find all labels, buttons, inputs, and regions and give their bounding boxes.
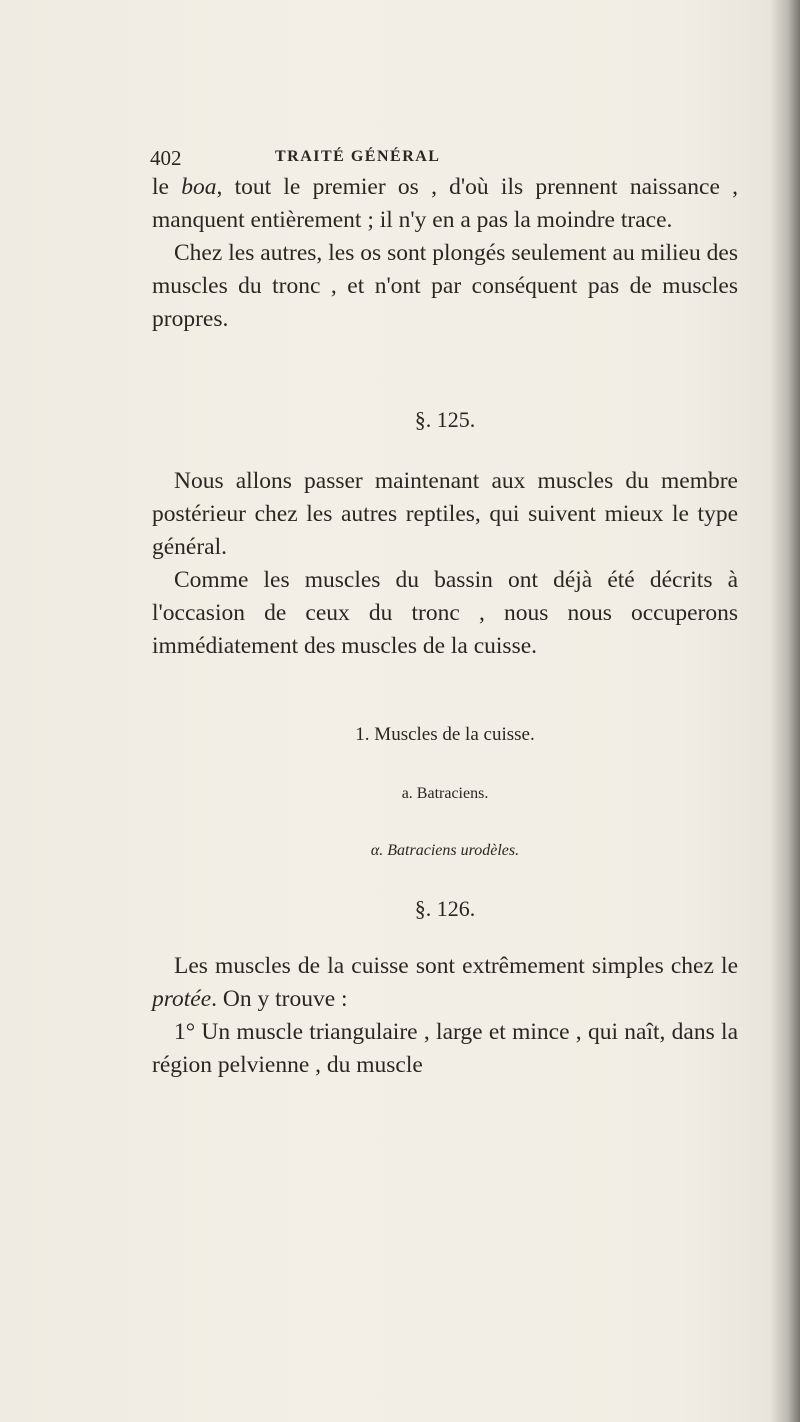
- italic-term: boa: [181, 174, 217, 200]
- text-run: Les muscles de la cuisse sont extrêmement simples chez le: [174, 953, 738, 979]
- paragraph: Nous allons passer maintenant aux muscles du membre postérieur chez les autres reptiles, qui suivent mieux le type général.: [152, 468, 738, 560]
- page-number: 402: [150, 146, 182, 170]
- running-title: TRAITÉ GÉNÉRAL: [275, 148, 441, 165]
- paragraph: Comme les muscles du bassin ont déjà été décrits à l'occasion de ceux du tronc , nous nous occuperons immédiatement des muscles de la cuisse.: [152, 567, 738, 659]
- text-run: , tout le premier os , d'où ils prennent naissance , manquent entièrement ; il n'y en a pas la moindre trace.: [152, 174, 738, 233]
- section-body: [152, 950, 738, 1082]
- paragraph: Chez les autres, les os sont plongés seulement au milieu des muscles du tronc , et n'ont par conséquent pas de muscles propres.: [152, 240, 738, 332]
- text-run: . On y trouve :: [211, 986, 348, 1012]
- heading-level-2: a. Batraciens.: [401, 785, 489, 802]
- italic-term: protée: [152, 986, 212, 1012]
- heading-level-3: α. Batraciens urodèles.: [370, 842, 520, 859]
- paragraph: 1° Un muscle triangulaire , large et mince , qui naît, dans la région pelvienne , du muscle: [152, 1019, 738, 1078]
- paragraph-continued: [152, 171, 738, 336]
- paragraph: [152, 950, 738, 1016]
- paragraph: [152, 171, 738, 237]
- section-number: §. 125.: [414, 407, 476, 432]
- heading-level-1: 1. Muscles de la cuisse.: [355, 724, 535, 745]
- text-run: le: [152, 174, 182, 200]
- page-edge-shadow: [770, 0, 800, 1422]
- section-body: [152, 465, 738, 663]
- section-number: §. 126.: [414, 896, 476, 921]
